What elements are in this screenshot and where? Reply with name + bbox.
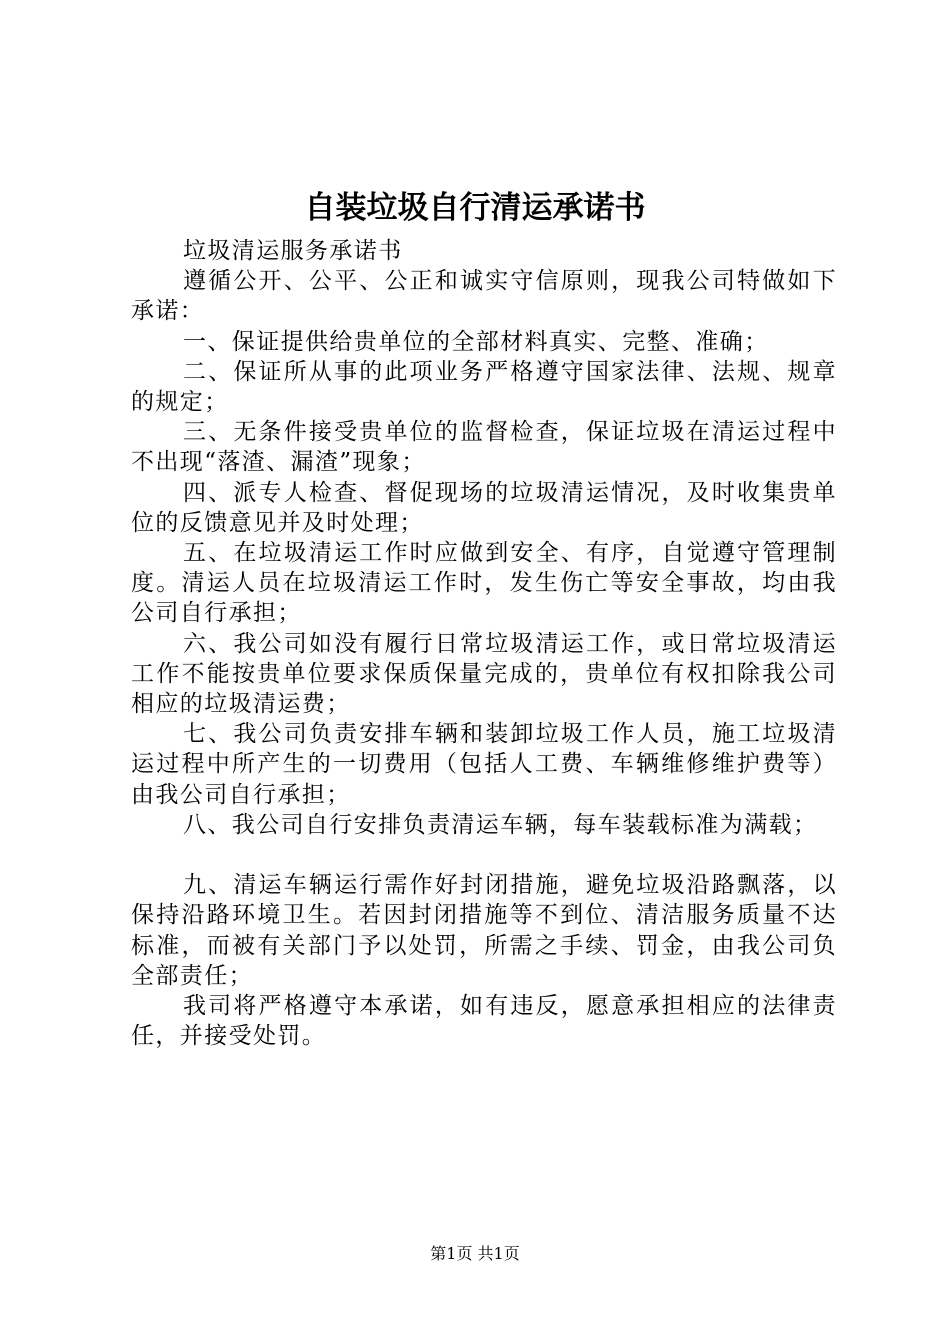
paragraph-item-8: 八、我公司自行安排负责清运车辆，每车装载标准为满载； bbox=[183, 811, 818, 838]
paragraph-item-2: 二、保证所从事的此项业务严格遵守国家法律、法规、规章的规定； bbox=[131, 358, 837, 416]
paragraph-item-3: 三、无条件接受贵单位的监督检查，保证垃圾在清运过程中不出现“落渣、漏渣”现象； bbox=[131, 419, 837, 476]
paragraph-intro: 遵循公开、公平、公正和诚实守信原则，现我公司特做如下承诺： bbox=[131, 268, 837, 325]
document-title: 自装垃圾自行清运承诺书 bbox=[304, 190, 646, 226]
paragraph-spacer bbox=[131, 840, 837, 870]
paragraph-item-9: 九、清运车辆运行需作好封闭措施，避免垃圾沿路飘落，以保持沿路环境卫生。若因封闭措施等不到位、清洁服务质量不达标准，而被有关部门予以处罚，所需之手续、罚金，由我公司负全部责任； bbox=[131, 872, 837, 989]
paragraph-item-5: 五、在垃圾清运工作时应做到安全、有序，自觉遵守管理制度。清运人员在垃圾清运工作时，发生伤亡等安全事故，均由我公司自行承担； bbox=[131, 540, 837, 627]
paragraph-item-6: 六、我公司如没有履行日常垃圾清运工作，或日常垃圾清运工作不能按贵单位要求保质保量完成的，贵单位有权扣除我公司相应的垃圾清运费； bbox=[131, 630, 837, 718]
paragraph-item-7: 七、我公司负责安排车辆和装卸垃圾工作人员，施工垃圾清运过程中所产生的一切费用（包括人工费、车辆维修维护费等）由我公司自行承担； bbox=[131, 721, 837, 808]
document-body bbox=[131, 236, 837, 1051]
paragraph-subtitle: 垃圾清运服务承诺书 bbox=[183, 238, 403, 264]
page-footer: 第1页 共1页 bbox=[430, 1244, 520, 1263]
paragraph-item-4: 四、派专人检查、督促现场的垃圾清运情况，及时收集贵单位的反馈意见并及时处理； bbox=[131, 479, 837, 536]
paragraph-item-1: 一、保证提供给贵单位的全部材料真实、完整、准确； bbox=[183, 328, 769, 355]
paragraph-closing: 我司将严格遵守本承诺，如有违反，愿意承担相应的法律责任，并接受处罚。 bbox=[131, 993, 837, 1050]
